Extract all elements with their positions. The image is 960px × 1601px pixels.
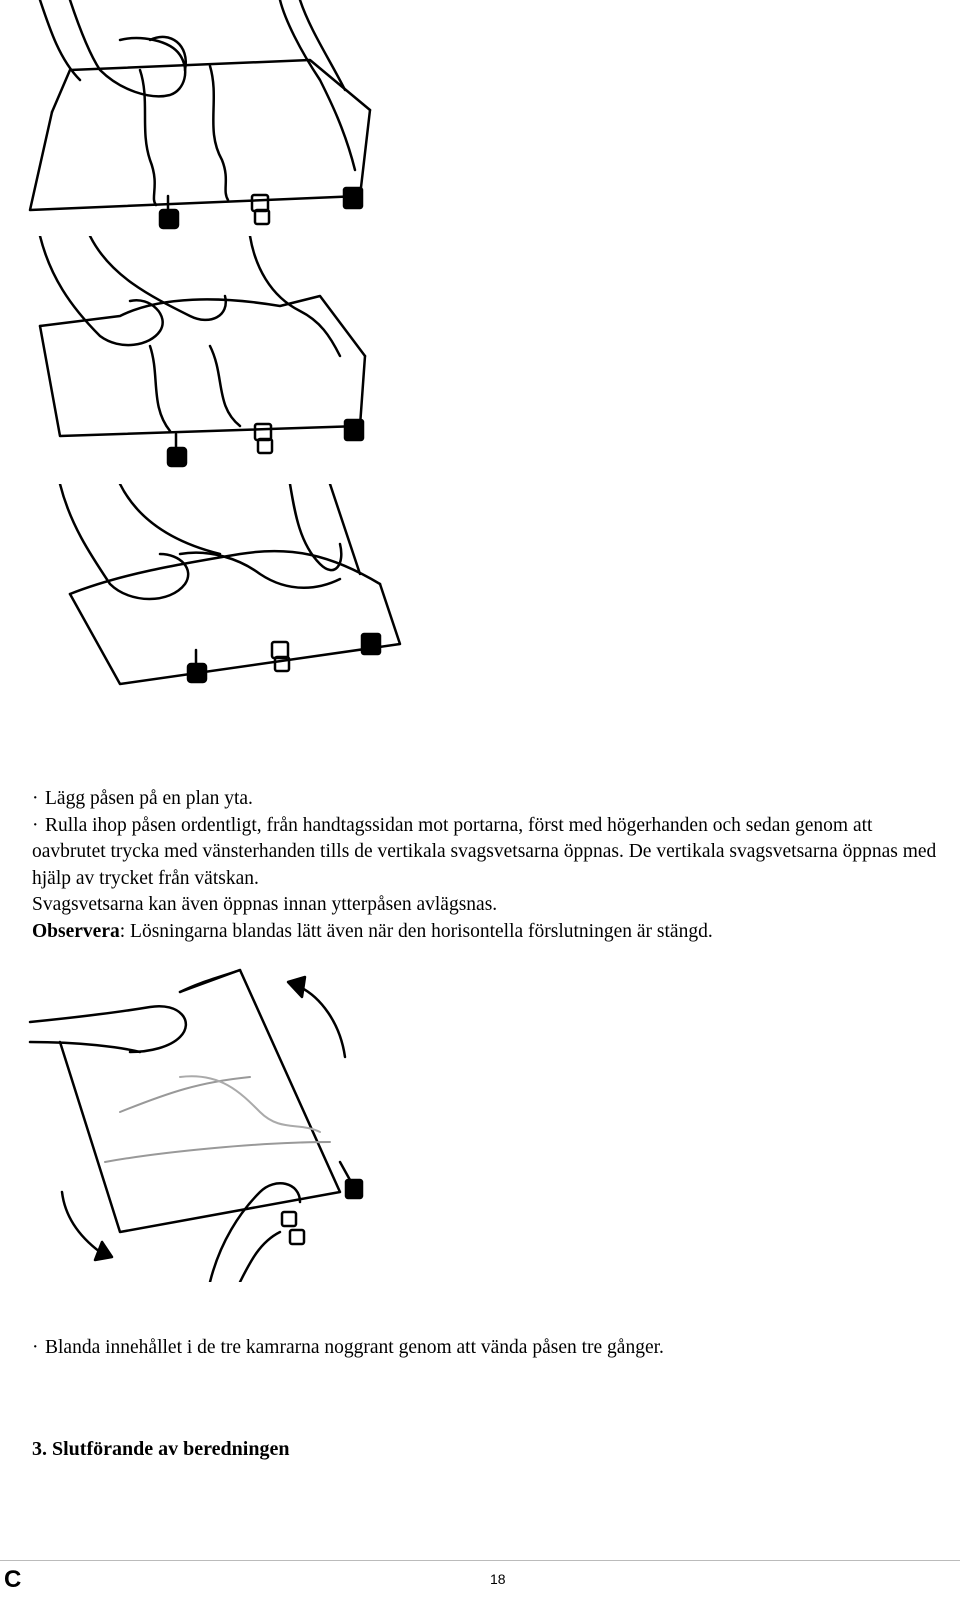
instructions-block <box>32 786 942 945</box>
instruction-line-2 <box>32 813 942 893</box>
footer-divider <box>0 1560 960 1561</box>
instruction-text-1: Lägg påsen på en plan yta. <box>45 788 253 809</box>
bag-roll-step3-illustration <box>0 484 420 714</box>
bag-turn-illustration <box>0 962 420 1282</box>
mixing-block <box>32 1335 942 1362</box>
note-text: : Lösningarna blandas lätt även när den horisontella förslutningen är stängd. <box>119 920 713 942</box>
bullet-marker: · <box>32 788 39 809</box>
section-heading: 3. Slutförande av beredningen <box>32 1438 290 1460</box>
bag-roll-step2-illustration <box>0 236 420 476</box>
bag-roll-step1-illustration <box>0 0 420 240</box>
instruction-line-1 <box>32 786 942 813</box>
bullet-marker: · <box>32 814 39 836</box>
instruction-line-3 <box>32 892 942 919</box>
mixing-text: Blanda innehållet i de tre kamrarna noggrant genom att vända påsen tre gånger. <box>45 1337 664 1358</box>
footer-letter: C <box>4 1566 22 1593</box>
note-label: Observera <box>32 920 120 942</box>
instruction-text-3: Svagsvetsarna kan även öppnas innan ytterpåsen avlägsnas. <box>32 894 498 915</box>
mixing-line <box>32 1335 942 1362</box>
page-number: 18 <box>490 1571 506 1587</box>
note-line <box>32 919 942 946</box>
instruction-text-2: Rulla ihop påsen ordentligt, från handtagssidan mot portarna, först med högerhanden och sedan genom att oavbrutet trycka med vänsterhanden tills de vertikala svagsvetsarna öppnas. De vertikala svagsvetsarna öppnas med hjälp av trycket från vätskan. <box>32 814 937 889</box>
bullet-marker: · <box>32 1337 39 1358</box>
